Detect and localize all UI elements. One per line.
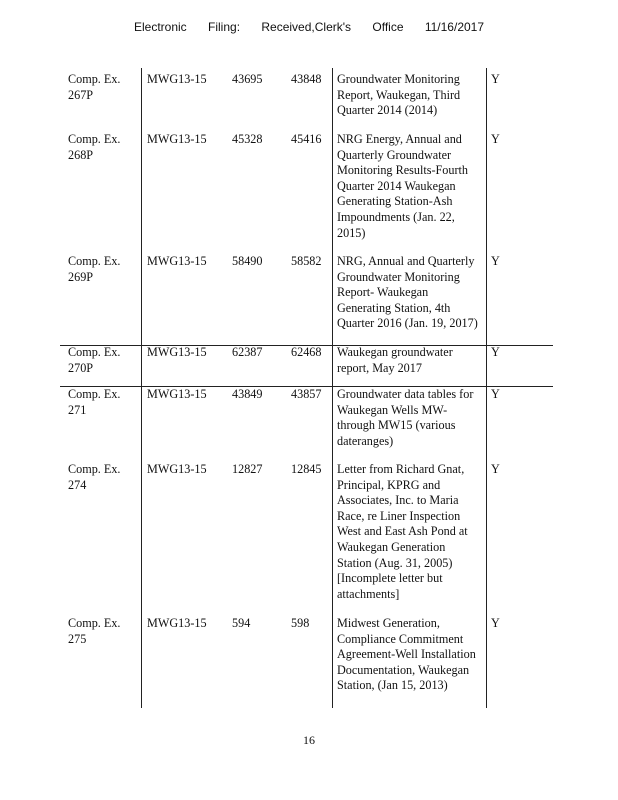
bates-prefix: MWG13-15 [147,345,207,359]
bates-end: 598 [291,616,310,630]
exhibit-label: Comp. Ex. 267P [68,72,121,102]
admitted-flag: Y [491,132,500,146]
page-header [0,20,618,34]
bates-prefix: MWG13-15 [147,254,207,268]
header-received: Received,Clerk's [261,20,352,34]
admitted-flag: Y [491,345,500,359]
bates-start: 58490 [232,254,263,268]
column-divider [141,68,142,708]
column-divider [486,68,487,708]
admitted-flag: Y [491,616,500,630]
page-number: 16 [303,733,315,747]
exhibit-description: Groundwater Monitoring Report, Waukegan, Third Quarter 2014 (2014) [337,72,461,118]
bates-end: 12845 [291,462,322,476]
bates-end: 43857 [291,387,322,401]
bates-start: 45328 [232,132,263,146]
exhibit-description: Groundwater data tables for Waukegan Wells MW- through MW15 (various dateranges) [337,387,474,448]
bates-end: 58582 [291,254,322,268]
exhibit-label: Comp. Ex. 274 [68,462,121,492]
header-filing: Filing: [208,20,241,34]
exhibit-description: NRG Energy, Annual and Quarterly Groundwater Monitoring Results-Fourth Quarter 2014 Waukegan Generating Station-Ash Impoundments (Jan. 22, 2015) [337,132,469,240]
bates-prefix: MWG13-15 [147,462,207,476]
bates-end: 45416 [291,132,322,146]
exhibit-description: Waukegan groundwater report, May 2017 [337,345,453,375]
exhibit-label: Comp. Ex. 275 [68,616,121,646]
bates-start: 43849 [232,387,263,401]
exhibit-label: Comp. Ex. 270P [68,345,121,375]
header-office: Office [372,20,404,34]
exhibit-label: Comp. Ex. 268P [68,132,121,162]
exhibit-label: Comp. Ex. 271 [68,387,121,417]
admitted-flag: Y [491,462,500,476]
bates-prefix: MWG13-15 [147,616,207,630]
header-electronic: Electronic [133,20,187,34]
bates-start: 12827 [232,462,263,476]
bates-start: 594 [232,616,251,630]
exhibit-description: Midwest Generation, Compliance Commitment Agreement-Well Installation Documentation, Waukegan Station, (Jan 15, 2013) [337,616,476,693]
exhibit-description: NRG, Annual and Quarterly Groundwater Monitoring Report- Waukegan Generating Station, 4th Quarter 2016 (Jan. 19, 2017) [337,254,478,331]
exhibit-label: Comp. Ex. 269P [68,254,121,284]
admitted-flag: Y [491,72,500,86]
admitted-flag: Y [491,254,500,268]
header-date: 11/16/2017 [424,20,485,34]
bates-end: 62468 [291,345,322,359]
exhibit-description: Letter from Richard Gnat, Principal, KPRG and Associates, Inc. to Maria Race, re Liner Inspection West and East Ash Pond at Waukegan Generation Station (Aug. 31, 2005) [Incomplete letter but attachments] [337,462,468,601]
bates-prefix: MWG13-15 [147,132,207,146]
bates-prefix: MWG13-15 [147,72,207,86]
bates-prefix: MWG13-15 [147,387,207,401]
bates-end: 43848 [291,72,322,86]
bates-start: 43695 [232,72,263,86]
column-divider [332,68,333,708]
bates-start: 62387 [232,345,263,359]
admitted-flag: Y [491,387,500,401]
